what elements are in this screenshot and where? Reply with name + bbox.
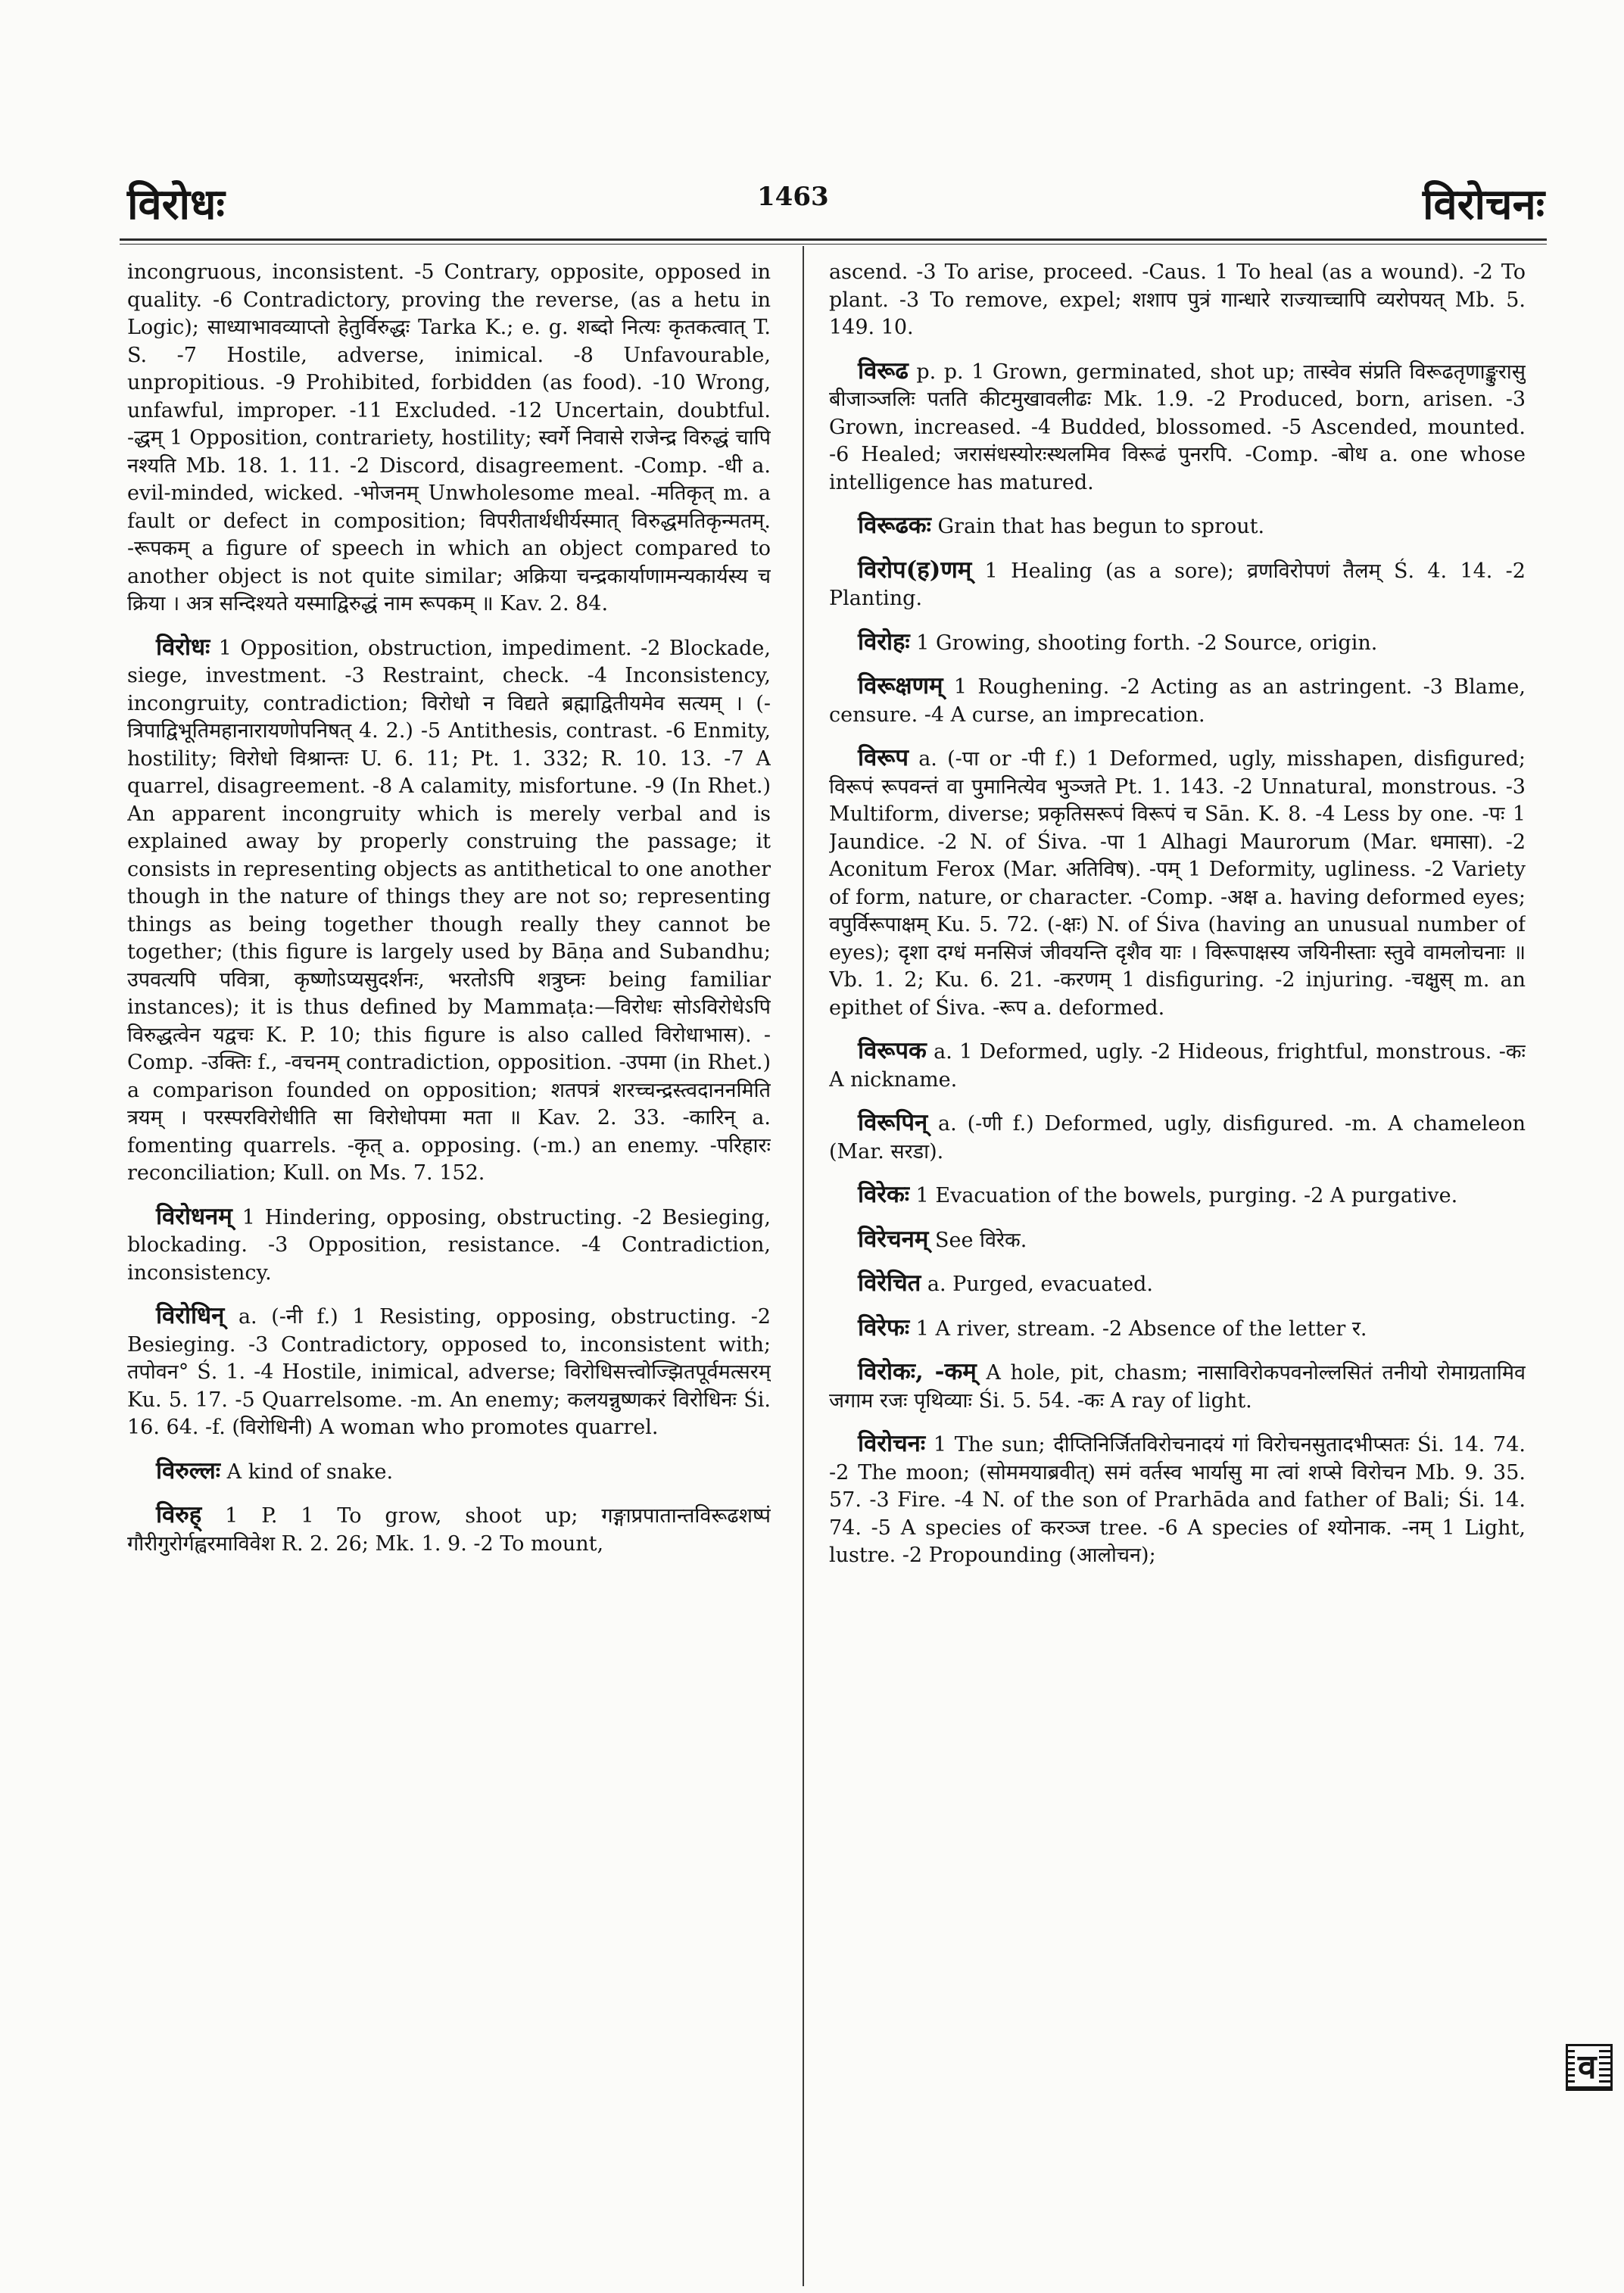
entry-text: 1 Opposition, obstruction, impediment. -2 Blockade, siege, investment. -3 Restraint, check. -4 Inconsistency, incongruity, contradiction; विरोधो न विद्यते ब्रह्माद्वितीयमेव सत्यम् । (-त्रिपाद्विभूतिमहानारायणोपनिषत् 4. 2.) -5 Antithesis, contrast. -6 Enmity, hostility; विरोधो विश्रान्तः U. 6. 11; Pt. 1. 332; R. 10. 13. -7 A quarrel, disagreement. -8 A calamity, misfortune. -9 (In Rhet.) An apparent incongruity which is merely verbal and is explained away by properly construing the passage; it consists in representing objects as antithetical to one another though in the nature of things they are not so; representing things as being together though really they cannot be together; (this figure is largely used by Bāṇa and Subandhu; उपवत्यपि पवित्रा, कृष्णोऽप्यसुदर्शनः, भरतोऽपि शत्रुघ्नः being familiar instances); it is thus defined by Mammaṭa:—विरोधः सोऽविरोधेऽपि विरुद्धत्वेन यद्वचः K. P. 10; this figure is also called विरोधाभास). -Comp. -उक्तिः f., -वचनम् contradiction, opposition. -उपमा (in Rhet.) a comparison founded on opposition; शतपत्रं शरच्चन्द्रस्त्वदाननमिति त्रयम् । परस्परविरोधीति सा विरोधोपमा मता ॥ Kav. 2. 33. -कारिन् a. fomenting quarrels. -कृत् a. opposing. (-m.) an enemy. -परिहारः reconciliation; Kull. on Ms. 7. 152.: [127, 636, 771, 1185]
column-divider: [803, 246, 804, 2286]
dictionary-entry: [829, 1226, 1526, 1255]
entry-text: a. (-णी f.) Deformed, ugly, disfigured. -m. A chameleon (Mar. सरडा).: [829, 1112, 1526, 1164]
dictionary-entry: [829, 357, 1526, 497]
entry-headword: विरेकः: [858, 1181, 910, 1208]
dictionary-entry: [829, 672, 1526, 729]
entry-text: 1 Healing (as a sore); व्रणविरोपणं तैलम् Ś. 4. 14. -2 Planting.: [829, 559, 1526, 610]
entry-text: See विरेक.: [934, 1228, 1027, 1252]
entry-text: 1 A river, stream. -2 Absence of the letter र.: [915, 1316, 1367, 1341]
dictionary-entry: [829, 1314, 1526, 1344]
dictionary-entry: [127, 1501, 771, 1558]
entry-text: 1 Growing, shooting forth. -2 Source, origin.: [916, 631, 1378, 655]
entry-headword: विरूढकः: [858, 512, 931, 539]
entry-text: 1 P. 1 To grow, shoot up; गङ्गाप्रपातान्तविरूढशष्पं गौरीगुरोर्गह्वरमाविवेश R. 2. 26; Mk. 1. 9. -2 To mount,: [127, 1504, 771, 1556]
entry-headword: विरेचित: [858, 1270, 921, 1297]
dictionary-entry: [127, 634, 771, 1188]
entry-headword: विरुल्लः: [156, 1456, 221, 1485]
entry-text: a. 1 Deformed, ugly. -2 Hideous, frightful, monstrous. -कः A nickname.: [829, 1040, 1526, 1092]
page-number: 1463: [757, 182, 829, 212]
entry-headword: विरोधः: [156, 633, 210, 661]
dictionary-entry: [829, 512, 1526, 541]
entry-text: p. p. 1 Grown, germinated, shot up; तास्वेव संप्रति विरूढतृणाङ्कुरासु बीजाञ्जलिः पतति कीटमुखावलीढः Mk. 1.9. -2 Produced, born, arisen. -3 Grown, increased. -4 Budded, blossomed. -5 Ascended, mounted. -6 Healed; जरासंधस्योरःस्थलमिव विरूढं पुनरपि. -Comp. -बोध a. one whose intelligence has matured.: [829, 360, 1526, 494]
thumb-index-letter: व: [1575, 2048, 1599, 2086]
entry-headword: विरूपिन्: [858, 1109, 928, 1136]
dictionary-entry: [829, 257, 1526, 342]
entry-headword: विरोकः, -कम्: [858, 1358, 977, 1385]
entry-text: 1 Roughening. -2 Acting as an astringent. -3 Blame, censure. -4 A curse, an imprecation.: [829, 675, 1526, 727]
dictionary-entry: [829, 556, 1526, 613]
entry-text: incongruous, inconsistent. -5 Contrary, opposite, opposed in quality. -6 Contradictory, proving the reverse, (as a hetu in Logic); साध्याभावव्याप्तो हेतुर्विरुद्धः Tarka K.; e. g. शब्दो नित्यः कृतकत्वात् T. S. -7 Hostile, adverse, inimical. -8 Unfavourable, unpropitious. -9 Prohibited, forbidden (as food). -10 Wrong, unfawful, improper. -11 Excluded. -12 Uncertain, doubtful. -द्धम् 1 Opposition, contrariety, hostility; स्वर्गे निवासे राजेन्द्र विरुद्धं चापि नश्यति Mb. 18. 1. 11. -2 Discord, disagreement. -Comp. -धी a. evil-minded, wicked. -भोजनम् Unwholesome meal. -मतिकृत् m. a fault or defect in composition; विपरीतार्थधीर्यस्मात् विरुद्धमतिकृन्मतम्. -रूपकम् a figure of speech in which an object compared to another object is not quite similar; अक्रिया चन्द्रकार्याणामन्यकार्यस्य च क्रिया । अत्र सन्दिश्यते यस्माद्विरुद्धं नाम रूपकम् ॥ Kav. 2. 84.: [127, 260, 771, 615]
dictionary-entry: [127, 1457, 771, 1487]
entry-headword: विरेचनम्: [858, 1225, 929, 1253]
entry-headword: विरूपक: [858, 1037, 927, 1064]
entry-text: ascend. -3 To arise, proceed. -Caus. 1 To heal (as a wound). -2 To plant. -3 To remove, expel; शशाप पुत्रं गान्धारे राज्याच्चापि व्यरोपयत् Mb. 5. 149. 10.: [829, 260, 1526, 339]
dictionary-entry: [829, 744, 1526, 1022]
dictionary-entry: [829, 1181, 1526, 1210]
entry-text: a. (-नी f.) 1 Resisting, opposing, obstructing. -2 Besieging. -3 Contradictory, opposed to, inconsistent with; तपोवन° Ś. 1. -4 Hostile, inimical, adverse; विरोधिसत्त्वोज्झितपूर्वमत्सरम् Ku. 5. 17. -5 Quarrelsome. -m. An enemy; कलयन्नुष्णकरं विरोधिनः Śi. 16. 64. -f. (विरोधिनी) A woman who promotes quarrel.: [127, 1305, 771, 1439]
dictionary-entry: [127, 257, 771, 618]
dictionary-entry: [127, 1302, 771, 1442]
dictionary-entry: [829, 1037, 1526, 1094]
entry-headword: विरोप(ह)णम्: [858, 556, 972, 584]
dictionary-entry: [829, 628, 1526, 658]
entry-headword: विरूप: [858, 744, 909, 771]
entry-text: A kind of snake.: [226, 1460, 394, 1484]
right-column: [829, 257, 1526, 2286]
dictionary-entry: [829, 1109, 1526, 1166]
right-running-headword: विरोचनः: [1423, 179, 1545, 229]
entry-text: 1 Hindering, opposing, obstructing. -2 Besieging, blockading. -3 Opposition, resistance. -4 Contradiction, inconsistency.: [127, 1205, 771, 1285]
entry-headword: विरोधनम्: [156, 1202, 232, 1230]
page-header: [0, 0, 1624, 250]
dictionary-entry: [829, 1270, 1526, 1299]
entry-text: 1 Evacuation of the bowels, purging. -2 A purgative.: [915, 1184, 1458, 1207]
entry-text: a. Purged, evacuated.: [927, 1273, 1153, 1296]
entry-text: a. (-पा or -पी f.) 1 Deformed, ugly, misshapen, disfigured; विरूपं रूपवन्तं वा पुमानित्येव भुञ्जते Pt. 1. 143. -2 Unnatural, monstrous. -3 Multiform, diverse; प्रकृतिसरूपं विरूपं च Sān. K. 8. -4 Less by one. -पः 1 Jaundice. -2 N. of Śiva. -पा 1 Alhagi Maurorum (Mar. धमासा). -2 Aconitum Ferox (Mar. अतिविष). -पम् 1 Deformity, ugliness. -2 Variety of form, nature, or character. -Comp. -अक्ष a. having deformed eyes; वपुर्विरूपाक्षम् Ku. 5. 72. (-क्षः) N. of Śiva (having an unusual number of eyes); दृशा दग्धं मनसिजं जीवयन्ति दृशैव याः । विरूपाक्षस्य जयिनीस्ताः स्तुवे वामलोचनाः ॥ Vb. 1. 2; Ku. 6. 21. -करणम् 1 disfiguring. -2 injuring. -चक्षुस् m. an epithet of Śiva. -रूप a. deformed.: [829, 747, 1526, 1020]
entry-headword: विरोहः: [858, 628, 910, 656]
dictionary-entry: [829, 1430, 1526, 1570]
header-rule-thick: [120, 238, 1547, 241]
entry-text: A hole, pit, chasm; नासाविरोकपवनोल्लसितं तनीयो रोमाग्रतामिव जगाम रजः पृथिव्याः Śi. 5. 54. -कः A ray of light.: [829, 1361, 1526, 1413]
left-column: [127, 257, 771, 2286]
entry-text: 1 The sun; दीप्तिनिर्जितविरोचनादयं गां विरोचनसुतादभीप्सतः Śi. 14. 74. -2 The moon; (सोममयाब्रवीत्) समं वर्तस्व भार्यासु मा त्वां शप्से विरोचन Mb. 9. 35. 57. -3 Fire. -4 N. of the son of Prarhāda and father of Bali; Śi. 14. 74. -5 A species of करञ्ज tree. -6 A species of श्योनाक. -नम् 1 Light, lustre. -2 Propounding (आलोचन);: [829, 1433, 1526, 1567]
entry-headword: विरेफः: [858, 1313, 910, 1341]
entry-text: Grain that has begun to sprout.: [937, 515, 1265, 538]
header-rule-thin: [120, 244, 1547, 245]
dictionary-entry: [127, 1203, 771, 1288]
entry-headword: विरूढ: [858, 357, 909, 385]
entry-headword: विरोचनः: [858, 1430, 926, 1457]
entry-headword: विरूक्षणम्: [858, 672, 943, 699]
dictionary-entry: [829, 1358, 1526, 1415]
thumb-index-tab: [1566, 2044, 1613, 2091]
left-running-headword: विरोधः: [127, 179, 225, 229]
entry-headword: विरुह्: [156, 1501, 202, 1528]
entry-headword: विरोधिन्: [156, 1302, 225, 1329]
